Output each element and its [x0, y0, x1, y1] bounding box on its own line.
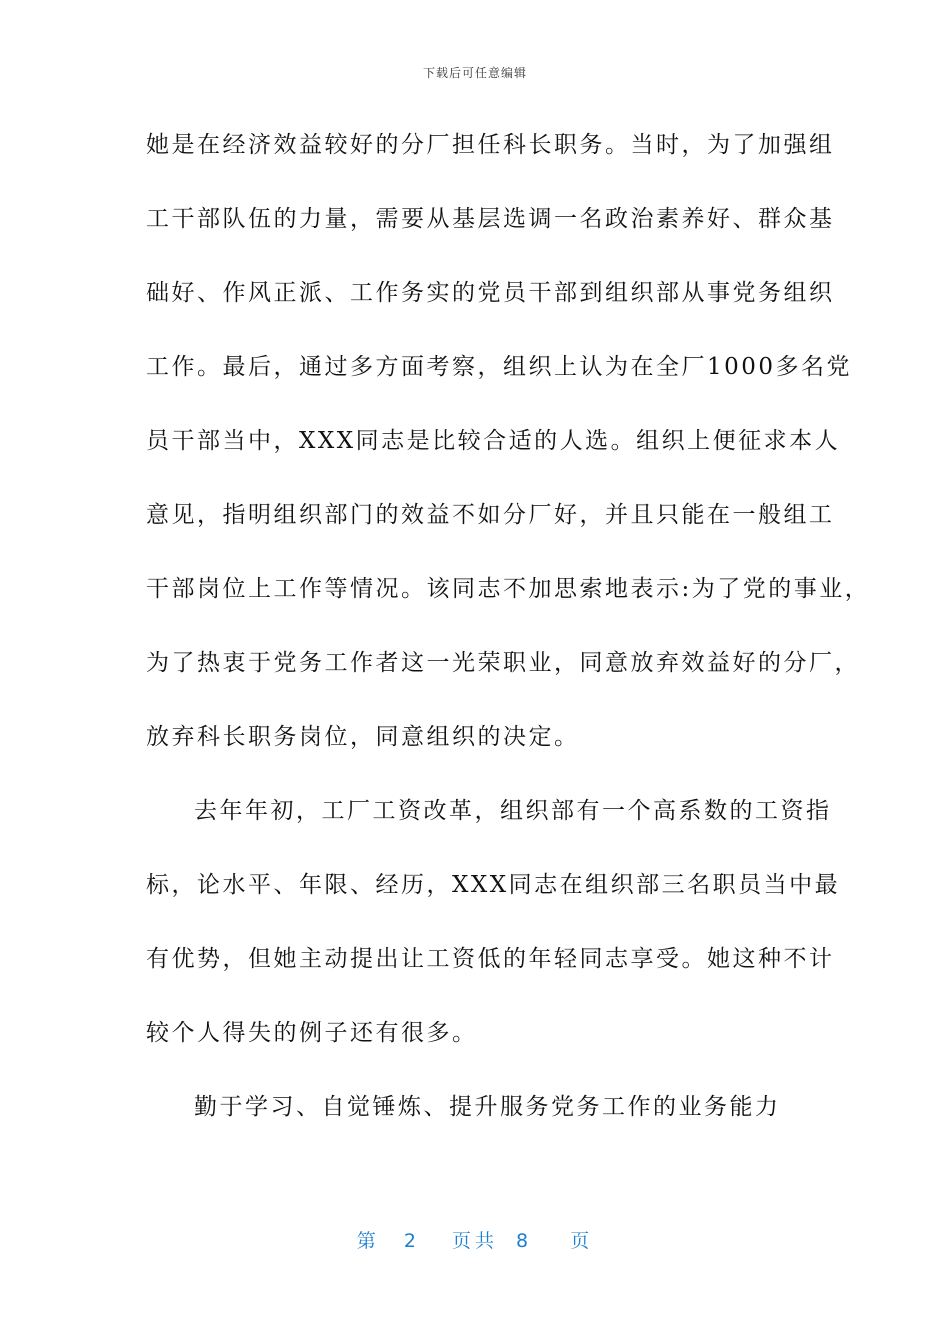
body-line: 为了热衷于党务工作者这一光荣职业，同意放弃效益好的分厂， — [146, 650, 860, 676]
body-line: 较个人得失的例子还有很多。 — [146, 1020, 478, 1046]
body-line: 有优势，但她主动提出让工资低的年轻同志享受。她这种不计 — [146, 946, 835, 972]
footer-prefix: 第 — [356, 1230, 380, 1252]
footer-current-page: 2 — [403, 1230, 420, 1252]
body-line: 干部岗位上工作等情况。该同志不加思索地表示:为了党的事业， — [146, 576, 871, 602]
body-line: 员干部当中，XXX同志是比较合适的人选。组织上便征求本人 — [146, 428, 841, 454]
body-line: 意见，指明组织部门的效益不如分厂好，并且只能在一般组工 — [146, 502, 835, 528]
body-line: 工干部队伍的力量，需要从基层选调一名政治素养好、群众基 — [146, 206, 835, 232]
body-line: 她是在经济效益较好的分厂担任科长职务。当时，为了加强组 — [146, 132, 835, 158]
footer-middle: 页共 — [451, 1230, 498, 1252]
body-line: 工作。最后，通过多方面考察，组织上认为在全厂1000多名党 — [146, 354, 853, 380]
footer-suffix: 页 — [570, 1230, 594, 1252]
header-note: 下载后可任意编辑 — [422, 66, 527, 80]
section-heading-line: 勤于学习、自觉锤炼、提升服务党务工作的业务能力 — [194, 1094, 781, 1120]
footer-total-pages: 8 — [516, 1230, 533, 1252]
body-line: 标，论水平、年限、经历，XXX同志在组织部三名职员当中最 — [146, 872, 841, 898]
page-footer — [0, 1226, 950, 1253]
body-line: 础好、作风正派、工作务实的党员干部到组织部从事党务组织 — [146, 280, 835, 306]
body-line: 放弃科长职务岗位，同意组织的决定。 — [146, 724, 580, 750]
document-body — [146, 122, 871, 1158]
paragraph-start-line: 去年年初，工厂工资改革，组织部有一个高系数的工资指 — [194, 798, 832, 824]
